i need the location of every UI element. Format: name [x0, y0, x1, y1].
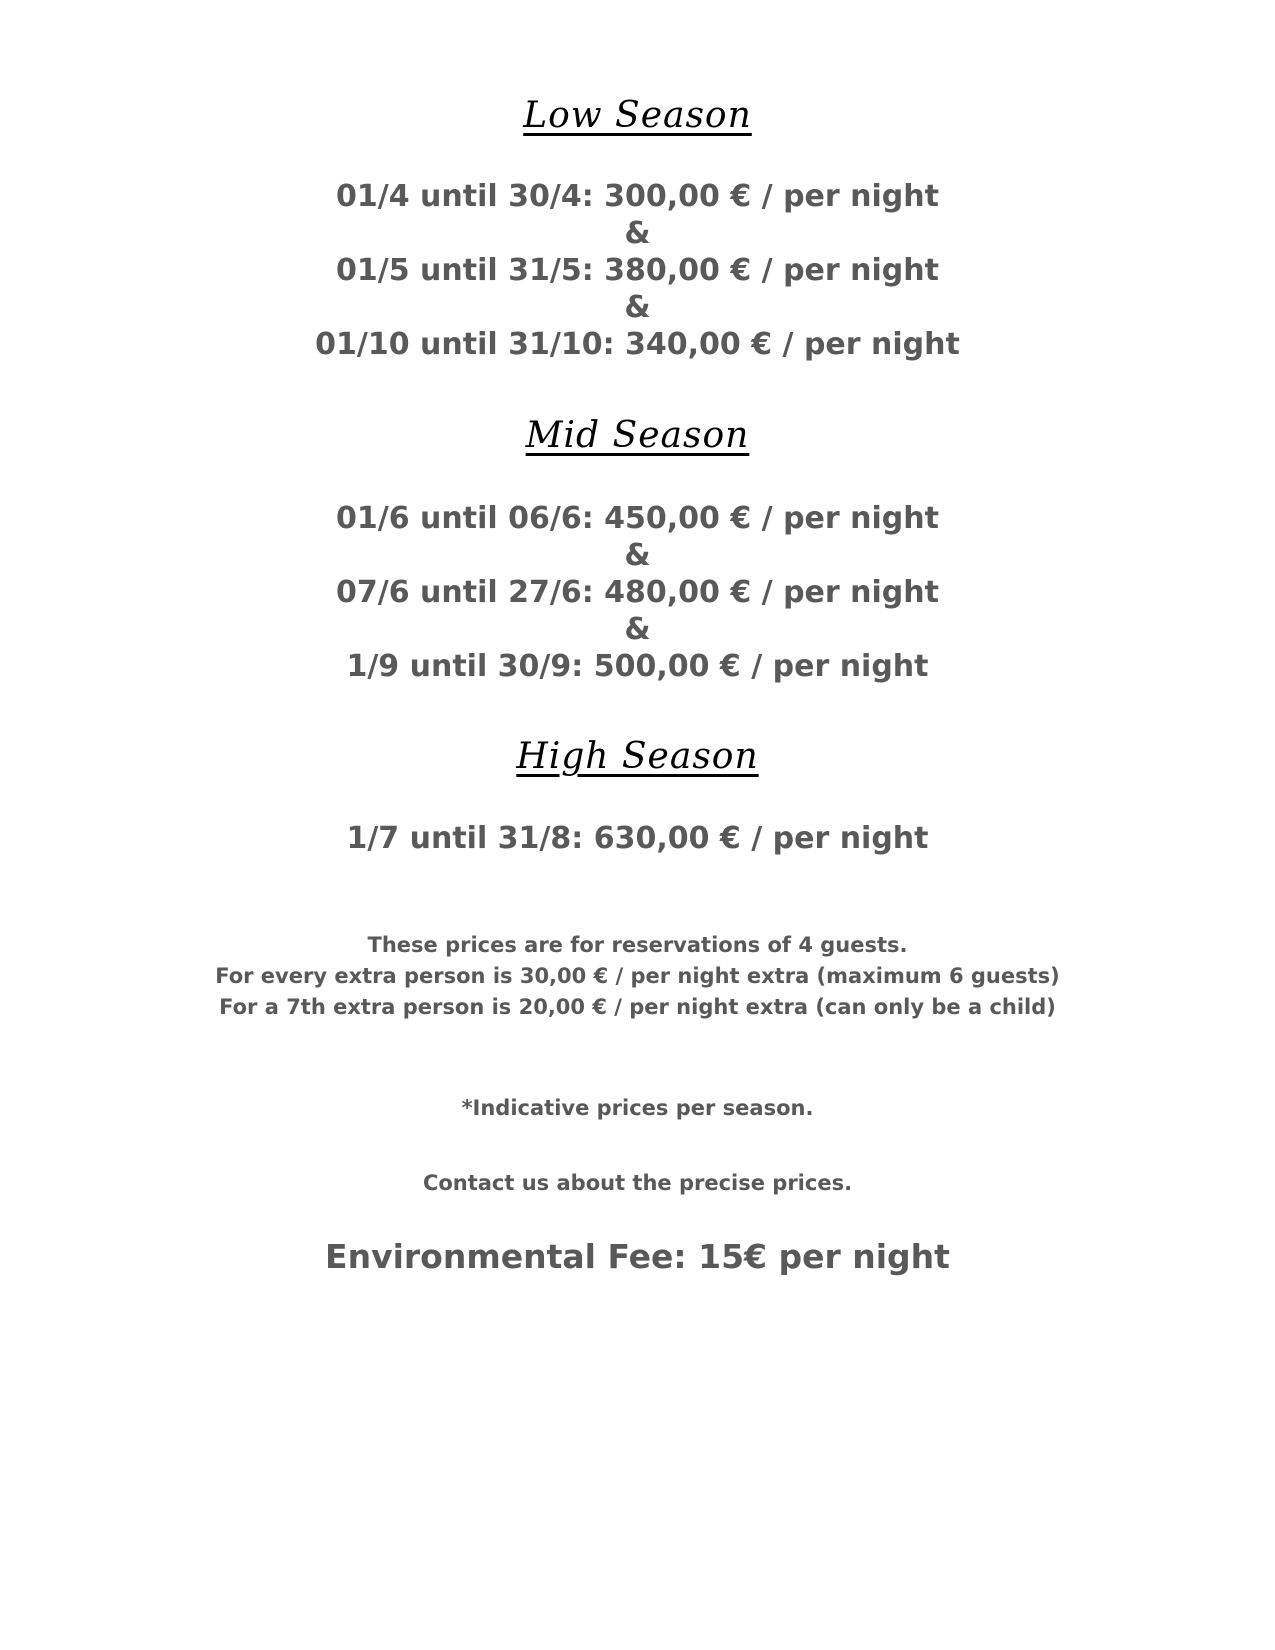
guest-note-seventh-person: For a 7th extra person is 20,00 € / per night extra (can only be a child): [219, 995, 1056, 1019]
mid-season-rate-late-june: 07/6 until 27/6: 480,00 € / per night: [336, 575, 939, 610]
low-season-rate-april: 01/4 until 30/4: 300,00 € / per night: [336, 179, 939, 214]
mid-season-rate-september: 1/9 until 30/9: 500,00 € / per night: [346, 649, 929, 684]
low-season-separator-1: &: [624, 216, 651, 251]
guest-note-base: These prices are for reservations of 4 guests.: [367, 933, 908, 957]
low-season-rate-october: 01/10 until 31/10: 340,00 € / per night: [315, 327, 960, 362]
low-season-rate-may: 01/5 until 31/5: 380,00 € / per night: [336, 253, 939, 288]
guest-note-extra-person: For every extra person is 30,00 € / per night extra (maximum 6 guests): [215, 964, 1060, 988]
guest-notes: [0, 930, 1275, 1023]
high-season-heading-text: High Season: [516, 736, 759, 777]
mid-season-heading: [0, 414, 1275, 458]
high-season-rate-summer: 1/7 until 31/8: 630,00 € / per night: [346, 821, 929, 856]
mid-season-separator-2: &: [624, 612, 651, 647]
low-season-heading-text: Low Season: [523, 95, 752, 136]
mid-season-separator-1: &: [624, 538, 651, 573]
high-season-heading: [0, 735, 1275, 779]
low-season-rates: [0, 178, 1275, 363]
high-season-rates: [0, 820, 1275, 857]
mid-season-heading-text: Mid Season: [525, 415, 750, 456]
environmental-fee: Environmental Fee: 15€ per night: [325, 1237, 950, 1276]
contact-note: Contact us about the precise prices.: [422, 1171, 853, 1195]
mid-season-rates: [0, 500, 1275, 685]
indicative-note: *Indicative prices per season.: [461, 1096, 814, 1120]
low-season-heading: [0, 94, 1275, 138]
mid-season-rate-early-june: 01/6 until 06/6: 450,00 € / per night: [336, 501, 939, 536]
low-season-separator-2: &: [624, 290, 651, 325]
